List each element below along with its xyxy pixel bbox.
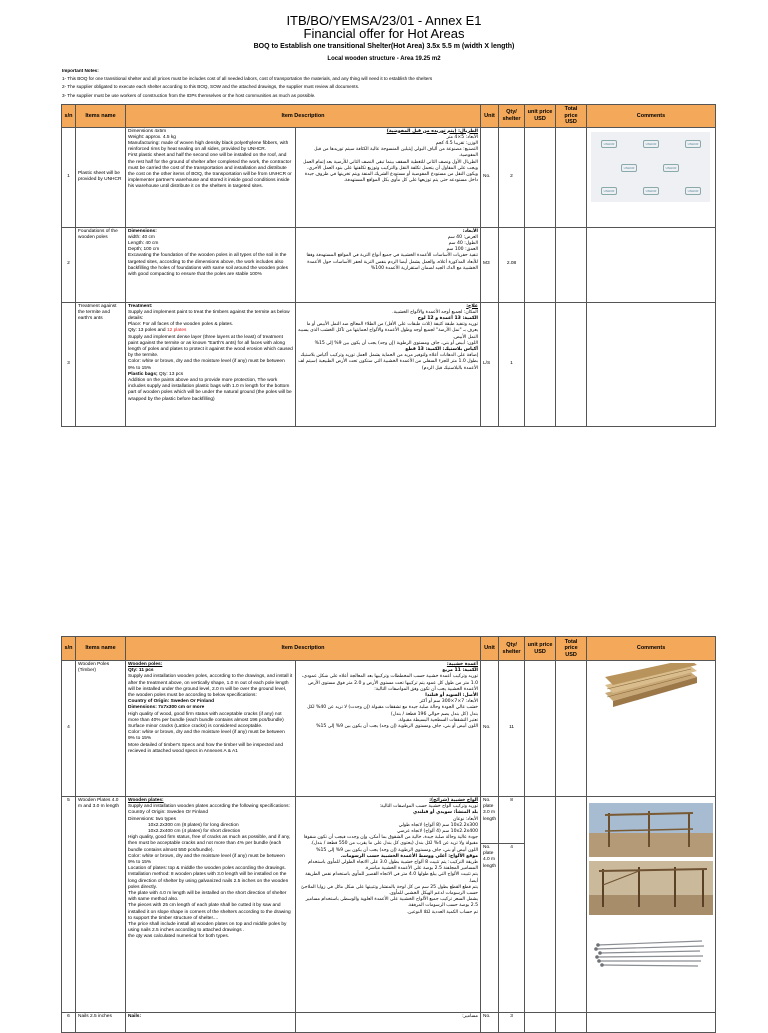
desc-title: Dimensions: (128, 228, 157, 234)
desc-line: الوزن: تقريبا 4.5 كجم (435, 140, 478, 146)
row-comment-image (587, 661, 716, 797)
unhcr-logo-icon: UNHCR (643, 187, 659, 195)
row-sn: 1 (62, 127, 76, 227)
row-unit-price-cell[interactable] (525, 661, 556, 797)
row-unit-price-cell[interactable] (525, 302, 556, 426)
unhcr-logo-icon: UNHCR (601, 187, 617, 195)
desc-line: Supply and installation wooden poles, according to the drawings, and install it after the treatment above, on vertically shape, 1.0 m out of each pole length will be installed under the ground level, 2.0 m will be over the ground level, the wooden poles must be according to below specifications: (128, 674, 293, 699)
desc-title: Wooden plates: (128, 798, 164, 803)
row-comment-cell (587, 302, 716, 426)
qty-highlight: 12 plates (166, 328, 187, 334)
desc-line: Color: white or brown, dry and the moisture level (if any) must be between 9% to 15% (128, 853, 285, 866)
row-total-price-cell[interactable] (556, 302, 587, 426)
shelter-frame-photo (589, 803, 713, 857)
row-sn: 6 (62, 1013, 76, 1033)
document-subtitle: Financial offer for Hot Areas (303, 26, 465, 41)
row-description-en (126, 227, 296, 302)
table-row-plastic-sheet (62, 127, 716, 227)
unhcr-logo-icon: UNHCR (643, 140, 659, 148)
desc-line: First plastic sheet and half the second one will be installed on the roof, and the rest half for the ground of shelter after completed the work, the contractor must be carried the cost of the transportation and installation and distribute the cost on the other items of BOQ, the transportation will be from UNHCR or implementer partner's warehouse and stored it inside good conditions inside his warehouse until distribute it on the shelters in targeted sites. (128, 153, 292, 190)
boq-table-page-1 (61, 104, 716, 427)
structure-description: Local wooden structure - Area 19.25 m2 (327, 56, 441, 62)
nails-photo (592, 937, 710, 971)
row-qty: 8 (510, 798, 513, 803)
desc-title: أعمدة خشبية: (446, 662, 478, 667)
boq-title: BOQ to Establish one transitional Shelter(Hot Area) 3.5x 5.5 m (width X length) (253, 43, 515, 50)
row-total-price-cell[interactable] (556, 127, 587, 227)
table-row-wooden-plates (62, 797, 716, 1013)
row-sn: 2 (62, 227, 76, 302)
desc-line: جودة عالية وحالة صلبة جيدة، خالية من الشقوق بما أمكن، وإن وجدت فيجب أن تكون شقوقا مقبولة ولا تزيد عن 4% لكل بندل (يحتوي كل بندل على ما يقرب من 550 قطعة / بندل). (303, 835, 478, 847)
desc-line: Addition on the paints above and to provide more protection, The work includes supply and installation plastic bags with 1.0 m length for the bottom part of wooden poles which will be under the natural ground (the poles will be wrapped by the plastic before backfilling) (128, 377, 292, 402)
notes-title: Important Notes: (62, 68, 99, 73)
desc-line: Place: For all faces of the wooden poles & plates. (128, 322, 234, 328)
col-header-qty: Qty/ shelter (499, 637, 525, 661)
row-unit-price-cell[interactable] (525, 227, 556, 302)
desc-line: Dimensions: 7x7x300 cm or more (128, 705, 205, 711)
row-sn: 3 (62, 302, 76, 426)
row-qty: 2 (499, 127, 525, 227)
row-qty: 4 (499, 843, 524, 886)
row-comment-image (587, 797, 716, 1013)
row-description-en (126, 661, 296, 797)
row-description-en (126, 127, 296, 227)
table-row-termite-treatment (62, 302, 716, 426)
desc-line: 10x2.2x300 سم (8 ألواح) لاتجاه طولي (398, 822, 478, 828)
desc-line: إضافة على الدهانات أعلاه ولتوفير مزيد من الحماية يشمل العمل توريد وتركيب أكياس بلاستيك بطول 1.0 متر للجزء السفلي من الأعمدة الخشبية التي ستكون تحت الأرض الطبيعية (سيتم لف الأعمدة بالبلاستيك قبل الردم) (298, 353, 478, 371)
row-qty: 1 (499, 302, 525, 426)
unhcr-logo-icon: UNHCR (685, 140, 701, 148)
desc-line: Qty: 13 pcs (157, 371, 184, 377)
desc-line: الطربال الأول ونصف الثاني للتغطية السقف بينما تبقى النصف الثاني للأرضية بعد إتمام العمل ويجب على المقاول أن يتحمل تكلفة النقل والتركيب وتوزيع تكلفتها على بنود العمل الأخرى، ويكون النقل من مستودع المفوضية أو مستودع الشريك المنفذ ويتم تخزينها في ظروف جيدة داخل مستودعه حتى يتم توزيعها على كل مأوى بكل المواقع المستهدفة. (302, 159, 478, 184)
desc-line: Manufacturing: made of woven high density black polyethylene fibbers, with reinforced rims by heat sealing on all sides, provided by UNHCR. (128, 140, 289, 153)
col-header-qty: Qty/ shelter (499, 105, 525, 128)
col-header-description: Item Description (126, 637, 481, 661)
desc-line: خشب عالي الجودة وحالة صلبة جيدة مع تشققات مقبولة (إن وجدت) لا تزيد عن 40% لكل بندل (كل بندل يضم حوالي 196 قطعة / بندل) (307, 705, 478, 717)
desc-line: الأبعاد: نوعان (452, 816, 478, 822)
desc-line: Location of plates: top & middle the wooden poles according the drawings. (128, 866, 286, 872)
desc-line: توريد وتنفيذ طبقة كثيفة (ثلاث طبقات على الأقل) من الطلاء المعالج ضد النمل الأبيض أو ما يعرف بـ "نمل الأرضة" لجميع أوجه وطول الأعمدة والألواح لحمايتها من تآكل الخشب الذي يسببه النمل الأبيض. (298, 322, 478, 340)
row-unit-price-cell[interactable] (525, 797, 556, 1013)
row-unit: No. (481, 1013, 499, 1033)
desc-line: يشمل السعر تركيب جميع الألواح الخشبية على الأعمدة العلوية والوسطى باستخدام مسامير 2.5 بوصة حسب الرسومات المرفقة. (305, 897, 478, 909)
row-unit-group (481, 797, 499, 1013)
desc-title: علاج: (466, 303, 478, 309)
desc-line: العرض: 40 سم (447, 234, 478, 240)
desc-line: Country of Origin: Sweden Or Finland (128, 699, 215, 705)
document-reference: ITB/BO/YEMSA/23/01 - Annex E1 (286, 13, 482, 28)
desc-line: Depth; 100 cm (128, 247, 160, 253)
qty-text: Qty: 13 poles and (128, 328, 167, 334)
desc-title: Treatment: (128, 303, 153, 309)
desc-line: الكمية: 13 أعمدة و 12 لوح (417, 315, 478, 321)
unhcr-logo-icon: UNHCR (621, 164, 637, 172)
desc-line: the qty was calculated numerical for both types. (128, 934, 230, 940)
row-comment-cell (587, 227, 716, 302)
unhcr-logo-icon: UNHCR (601, 140, 617, 148)
desc-title: ألواح خشبية (شرائح): (429, 798, 478, 803)
row-sn: 4 (62, 661, 76, 797)
col-header-sn: s/n (62, 105, 76, 128)
desc-line: 10x2.2x400 سم (4 ألواح) لاتجاه عرضي (396, 829, 478, 835)
col-header-total-price: Total price USD (556, 105, 587, 128)
row-item-name: Plastic sheet will be provided by UNHCR (76, 127, 126, 227)
row-description-ar (296, 797, 481, 1013)
desc-line: Color: white or brown, dry and the moisture level (if any) must be between 9% to 15% (128, 730, 285, 742)
row-unit: No. plate 3.0 m length (483, 798, 497, 822)
desc-line: توريد وتركيب ألواح خشبية حسب المواصفات التالية: (379, 804, 478, 810)
table-row-nails (62, 1013, 716, 1033)
row-item-name: Wooden Poles (Timber) (76, 661, 126, 797)
desc-line: Installation method: 8 wooden plates with 3.0 length will be installed on the long direction of shelter by using galvanized nails 2.5 inches on the wooden poles directly. (128, 872, 289, 890)
desc-line: بلد المنشأ: سويدي أو فنلندي (412, 810, 478, 816)
row-description-ar (296, 227, 481, 302)
desc-line: اللون أبيض أو بني، جاف ومستوى الرطوبة (إن وجد) يجب أن يكون بين 9% إلى 15% (316, 847, 478, 853)
desc-line: Excavating the foundation of the wooden poles in all types of the soil in the targeted sites, according to the dimensions above, the work includes also backfilling the holes of foundations with same soil around the wooden poles with good compacting to ensure that the poles are stable 100% (128, 253, 288, 277)
note-item: 3- The supplier must be use workers of construction from the IDPs themselves or the host communities as much as possible. (62, 92, 316, 98)
desc-line: The price shall include install all wooden plates on top and middle poles by using nails 2.5 inches according to attached drawings . (128, 922, 287, 934)
desc-title: Wooden poles: (128, 662, 163, 667)
boq-table-page-2 (61, 636, 716, 1033)
table-row-wooden-poles (62, 661, 716, 797)
row-unit: L/S (481, 302, 499, 426)
row-description-ar (296, 661, 481, 797)
desc-line: Supply and implement paint to treat the timbers against the termite as below details: (128, 309, 290, 321)
desc-line: توريد وتركيب أعمدة خشبية حسب المخططات وتركيبها بعد المعالجة أعلاه على شكل عمودي، 1.0 متر من طول كل عمود يتم تركيبها تحت مستوى الأرض و 2.0 متر فوق مستوى الأرض (301, 674, 478, 686)
row-qty: 2.08 (499, 227, 525, 302)
unhcr-logo-icon: UNHCR (685, 187, 701, 195)
row-total-price-cell[interactable] (556, 661, 587, 797)
row-total-price-cell[interactable] (556, 797, 587, 1013)
row-unit-price-cell[interactable] (525, 127, 556, 227)
row-item-name: Foundations of the wooden poles (76, 227, 126, 302)
desc-line: الطربال: (يتم توريده من قبل المفوضية) (386, 128, 478, 134)
row-description-en (126, 302, 296, 426)
desc-line: الطول: 40 سم (448, 240, 478, 246)
col-header-description: Item Description (126, 105, 481, 128)
desc-line: High quality, good firm status, free of cracks as much as possible, and if any, then must be acceptable cracks and not more than 4% per bundle (each bundle contains almost 550 pcs/bundle). (128, 835, 291, 853)
col-header-unit-price: unit price USD (525, 637, 556, 661)
desc-line: Dimensions: two types (128, 816, 176, 822)
desc-line: تنفيذ حفريات الأساسات للأعمدة الخشبية في جميع أنواع التربة في المواقع المستهدفة وفقا للأبعاد المذكورة أعلاه، والعمل يشمل أيضا الردم بنفس التربة لحفر الأساسات حول الأعمدة الخشبية مع الدك الجيد لضمان استقرارية الأعمدة 100% (306, 253, 478, 271)
desc-line: الأعمدة الخشبية يجب أن تكون وفق المواصفات التالية: (374, 686, 478, 692)
desc-line: Supply and implement dense layer (three layers at the least) of treatment paint against the termite or as known "Earth's ants) for all faces with along length of poles and plates to protect it against the wood erosion which caused by the termite. (128, 334, 293, 359)
table-header-row (62, 105, 716, 128)
desc-line: طريقة التركيب: يتم تثبيت 8 ألواح خشبية بطول 3.0 على الاتجاه الطولي للمأوى باستخدام المسامير المجلفنة 2.5 بوصة على الأعمدة الخشبية مباشرة. (308, 860, 478, 872)
col-header-items-name: Items name (76, 105, 126, 128)
desc-line: Qty: 11 pcs (128, 668, 154, 674)
row-description-en: Nails: (126, 1013, 296, 1033)
desc-line: أكياس بلاستيك: الكمية: 13 قطع (405, 346, 478, 352)
desc-line: Dimensions 4x5m (128, 128, 167, 134)
desc-line: Weight: approx. 4.5 kg (128, 134, 176, 140)
note-item: 1- This BOQ for one transitional shelter and all prices must be includes cost of all needed labors, cost of transportation the materials, and any thing will need it to establish the shelters (62, 76, 433, 82)
row-qty: 11 (499, 661, 525, 797)
desc-line: تعتبر التشققات السطحية البسيطة مقبولة. (397, 717, 478, 723)
desc-line: اللون أبيض أو بني، جاف ومستوى الرطوبة (إن وجد) يجب أن يكون بين 9% إلى 15% (316, 724, 478, 730)
desc-line: Surface minor cracks (Lattice cracks) is considered acceptable. (128, 724, 263, 730)
desc-line: يتم تثبيت الألواح التي يبلغ طولها 4.0 متر في الاتجاه القصير للمأوى باستخدام نفس الطريقة أيضا. (305, 872, 478, 884)
row-total-price-cell[interactable] (556, 227, 587, 302)
desc-line: اللون: أبيض أو بني، جاف ومستوى الرطوبة (إن وجد) يجب أن يكون بين 9% إلى 15% (314, 340, 478, 346)
col-header-total-price: Total price USD (556, 637, 587, 661)
col-header-comments: Comments (587, 105, 716, 128)
important-notes (62, 67, 432, 100)
desc-line: High quality of wood, good firm status with acceptable cracks (if any) not more than 40% per bundle (each bundle contains almost 196 pcs/bundle) (128, 711, 284, 723)
desc-line: الأبعاد: 5×4 متر (446, 134, 478, 140)
row-description-en (126, 797, 296, 1013)
row-unit: M3 (481, 227, 499, 302)
desc-line: width: 40 cm (128, 234, 155, 240)
row-total-price-cell[interactable] (556, 1013, 587, 1033)
desc-line: Color: white or brown, dry and the moisture level (if any) must be between 9% to 15% (128, 359, 285, 371)
desc-title: الأبعاد: (462, 228, 478, 234)
row-qty: 3 (499, 1013, 525, 1033)
desc-line: Supply and installation wooden plates according the following specifications: (128, 804, 290, 810)
note-item: 2- The supplier obligated to execute each shelter according to this BOQ, SOW and the attached drawings, the supplier must review all documents. (62, 84, 360, 90)
row-item-name: Nails 2.5 inches (76, 1013, 126, 1033)
row-sn: 5 (62, 797, 76, 1013)
row-description-ar (296, 302, 481, 426)
desc-line: تم حساب الكمية العددية لكلا النوعين. (406, 909, 478, 915)
desc-subtitle: Plastic bags; (128, 371, 158, 377)
desc-line: العمق: 100 سم (446, 247, 478, 253)
col-header-sn: s/n (62, 637, 76, 661)
desc-line: The pieces with 25 cm length of each plate shall be cutted it by saw and installed it on slope shape in corners of the shelters according to the drawing to support the timber structure of shelter.... (128, 903, 291, 921)
table-header-row (62, 637, 716, 661)
desc-line: الأصل: السويد أو فنلندا (425, 693, 478, 699)
row-unit: No. (481, 127, 499, 227)
desc-line: موقع الألواح: أعلى ووسط الأعمدة الخشبية حسب الرسومات. (340, 853, 478, 859)
desc-line: 10x2.2x300 cm (8 plates) for long direction (148, 822, 239, 828)
shelter-structure-photo (589, 861, 713, 915)
col-header-unit: Unit (481, 637, 499, 661)
row-description-ar: مسامير: (296, 1013, 481, 1033)
row-unit: No. plate 4.0 m length (481, 843, 498, 886)
col-header-items-name: Items name (76, 637, 126, 661)
desc-line: 10x2.2x400 cm (4 plates) for short direction (148, 829, 241, 835)
row-qty-group (499, 797, 525, 1013)
row-comment-image (587, 127, 716, 227)
row-item-name: Treatment against the termite and earth's ants (76, 302, 126, 426)
desc-line: More detailed of timber's Specs and how the timber will be inspected and recieved in attached wood specs in Annexes A & A1 (128, 742, 284, 754)
timber-stack-photo (597, 663, 702, 707)
row-unit-price-cell[interactable] (525, 1013, 556, 1033)
desc-line: The plate with 4.0 m length will be installed on the short direction of shelter with same method also. (128, 891, 287, 903)
desc-line: Length: 40 cm (128, 240, 159, 246)
col-header-unit-price: unit price USD (525, 105, 556, 128)
row-unit: No. (481, 661, 499, 797)
desc-line: المكان: لجميع أوجه الأعمدة والألواح الخشبية. (392, 309, 478, 315)
desc-line: Country of Origin: Sweden Or Finland (128, 810, 208, 816)
col-header-comments: Comments (587, 637, 716, 661)
desc-line: التصنيع: مصنوعة من ألياف البولي إيثيلين المنسوجة عالية الكثافة سيتم توريدها من قبل المفوضية. (314, 147, 478, 159)
unhcr-logo-icon: UNHCR (663, 164, 679, 172)
plastic-sheet-photo (591, 132, 710, 202)
row-item-name: Wooden Plates 4.0 m and 3.0 m length (76, 797, 126, 1013)
desc-line: الأبعاد: 7×7×300 سم أو أكثر (419, 699, 478, 705)
col-header-unit: Unit (481, 105, 499, 128)
row-comment-cell (587, 1013, 716, 1033)
table-row-foundations (62, 227, 716, 302)
desc-line: الكمية: 11 مربع (442, 668, 478, 674)
row-description-ar (296, 127, 481, 227)
desc-line: يتم قطع القطع بطول 25 سم من كل لوحة بالمنشار وتثبيتها على شكل مائل في زوايا الملاجئ حسب الرسومات لدعم الهيكل الخشبي للمأوى. (300, 884, 478, 897)
